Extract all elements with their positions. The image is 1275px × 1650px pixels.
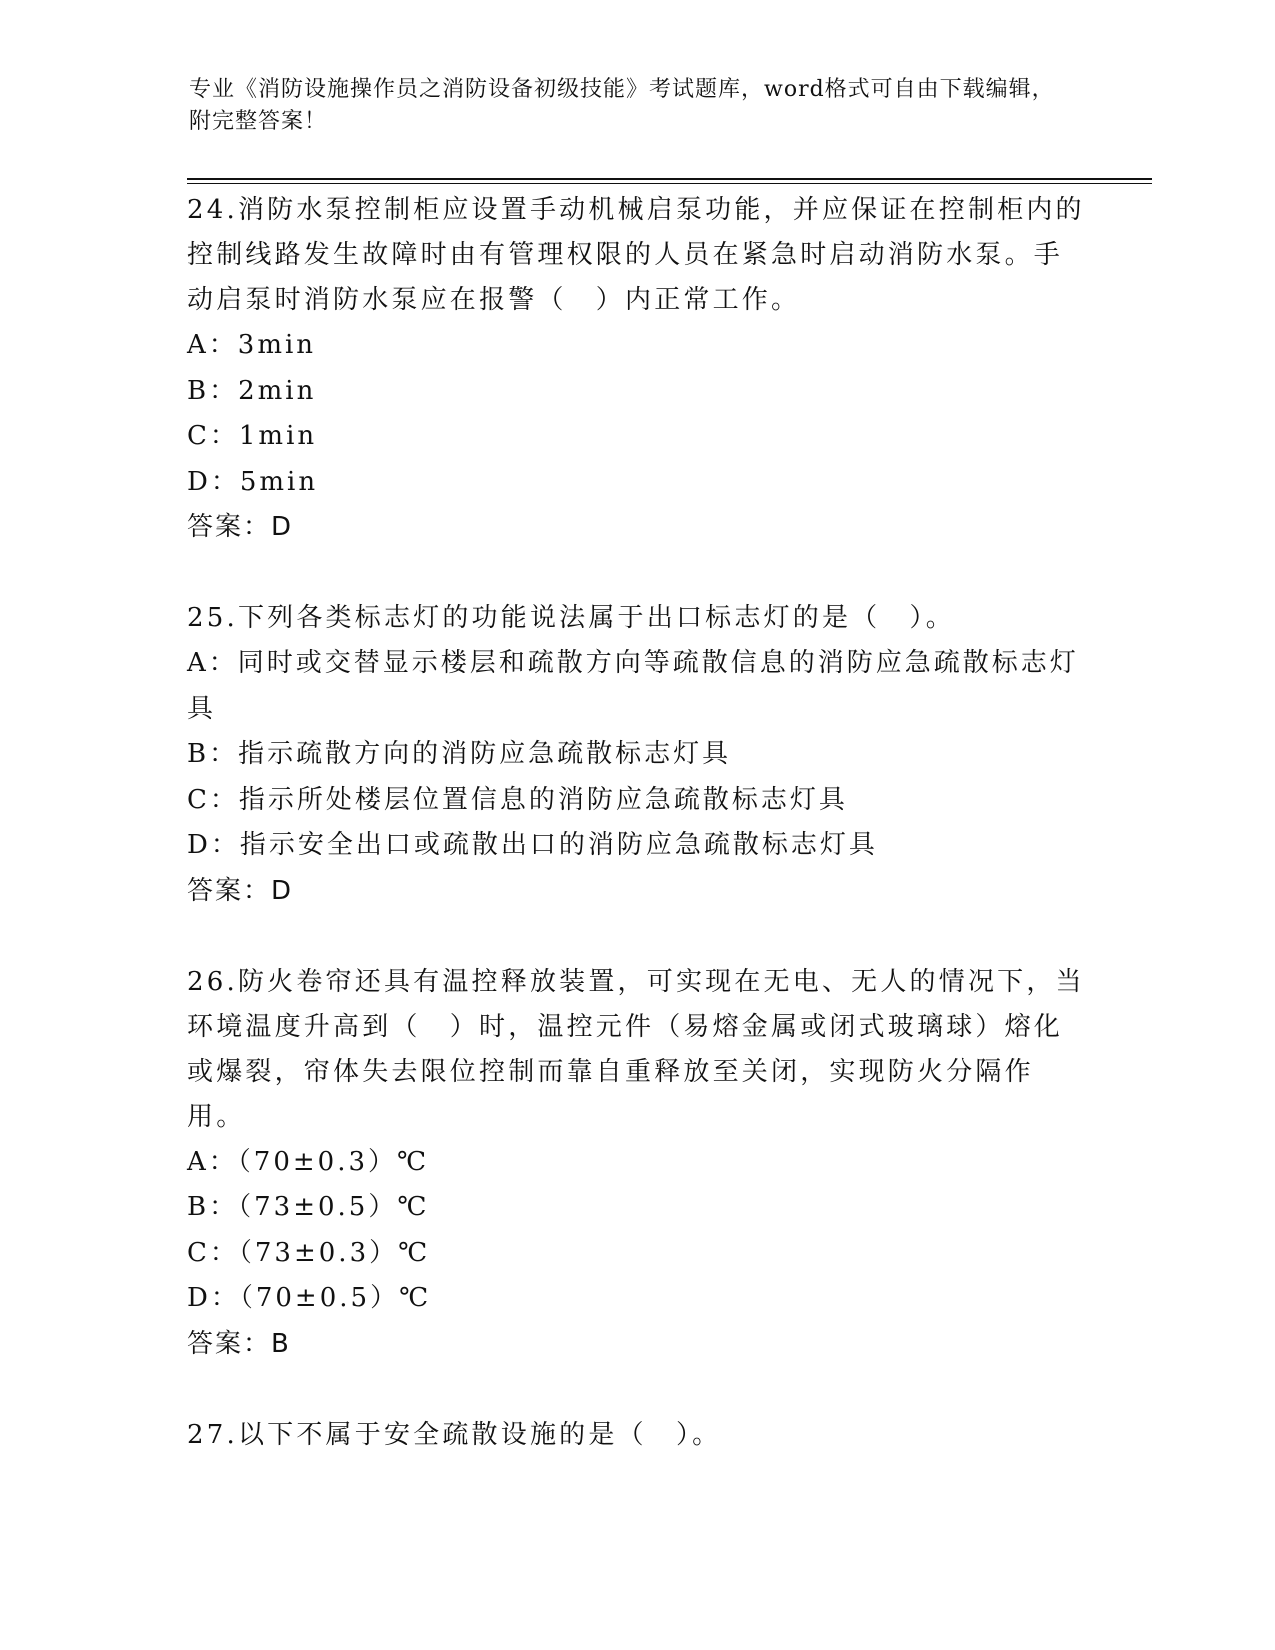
answer-line: 答案：B	[187, 1328, 291, 1359]
question-stem: 26.防火卷帘还具有温控释放装置，可实现在无电、无人的情况下，当环境温度升高到（ ）时，温控元件（易熔金属或闭式玻璃球）熔化或爆裂，帘体失去限位控制而靠自重释放至关闭，实现防火分隔作用。	[187, 966, 1085, 1132]
option-a: A：（70±0.3）℃	[187, 1146, 430, 1177]
answer-line: 答案：D	[187, 875, 294, 906]
document-header: 专业《消防设施操作员之消防设备初级技能》考试题库，word格式可自由下载编辑，附完整答案！	[189, 77, 1055, 134]
header-divider-thick	[187, 178, 1152, 180]
question-stem: 25.下列各类标志灯的功能说法属于出口标志灯的是（ ）。	[187, 603, 955, 633]
option-c: C：1min	[187, 421, 318, 451]
option-b: B：（73±0.5）℃	[187, 1192, 430, 1222]
option-a: A：3min	[187, 330, 317, 360]
option-d: D：指示安全出口或疏散出口的消防应急疏散标志灯具	[187, 830, 878, 860]
question-stem: 24.消防水泵控制柜应设置手动机械启泵功能，并应保证在控制柜内的控制线路发生故障时由有管理权限的人员在紧急时启动消防水泵。手动启泵时消防水泵应在报警（ ）内正常工作。	[187, 195, 1085, 315]
option-d: D：（70±0.5）℃	[187, 1283, 432, 1313]
option-a: A：同时或交替显示楼层和疏散方向等疏散信息的消防应急疏散标志灯具	[187, 648, 1079, 724]
option-d: D：5min	[187, 466, 319, 497]
question-27	[187, 1413, 1087, 1458]
question-spacer	[187, 914, 1087, 960]
header-divider-thin	[187, 183, 1152, 184]
option-b: B：指示疏散方向的消防应急疏散标志灯具	[187, 739, 732, 769]
question-list	[187, 188, 1087, 1458]
question-stem: 27.以下不属于安全疏散设施的是（ ）。	[187, 1419, 722, 1450]
question-26	[187, 960, 1087, 1367]
answer-line: 答案：D	[187, 512, 294, 542]
option-b: B：2min	[187, 375, 317, 406]
option-c: C：指示所处楼层位置信息的消防应急疏散标志灯具	[187, 784, 848, 815]
question-24	[187, 188, 1087, 550]
question-spacer	[187, 550, 1087, 596]
question-spacer	[187, 1367, 1087, 1413]
question-25	[187, 596, 1087, 914]
option-c: C：（73±0.3）℃	[187, 1237, 431, 1268]
